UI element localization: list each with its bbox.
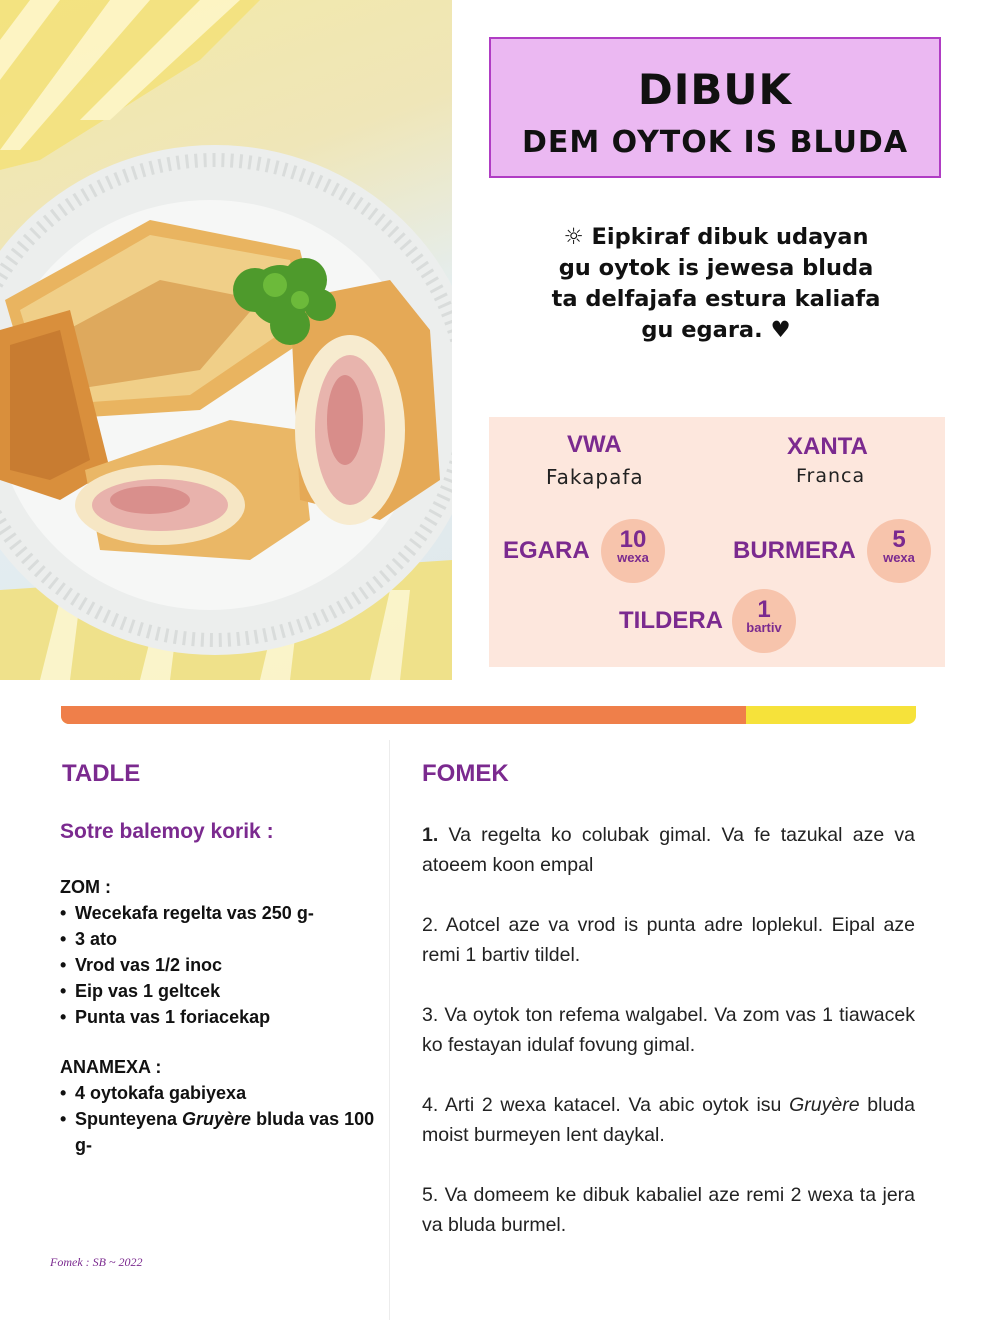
ingredient-item: • Vrod vas 1/2 inoc bbox=[60, 952, 380, 978]
ingredient-item: • Eip vas 1 geltcek bbox=[60, 978, 380, 1004]
burmera-badge bbox=[867, 519, 931, 583]
color-progress-bar bbox=[61, 706, 916, 724]
egara-badge bbox=[601, 519, 665, 583]
intro-line-1: ☼ Eipkiraf dibuk udayan bbox=[563, 224, 869, 250]
egara-unit: wexa bbox=[617, 550, 649, 565]
ingredients-heading: TADLE bbox=[62, 760, 141, 787]
ingredient-group-title: ZOM : bbox=[60, 877, 111, 897]
ingredient-item: • Spunteyena Gruyère bluda vas 100 g- bbox=[60, 1106, 380, 1158]
ingredient-item: • 3 ato bbox=[60, 926, 380, 952]
footer-credit: Fomek : SB ~ 2022 bbox=[50, 1255, 143, 1269]
xanta-label: XANTA bbox=[787, 433, 868, 460]
ingredient-item: • Wecekafa regelta vas 250 g- bbox=[60, 900, 380, 926]
title-box bbox=[489, 37, 941, 178]
method-step-1: 1. Va regelta ko colubak gimal. Va fe tazukal aze va atoeem koon empal bbox=[422, 824, 915, 876]
recipe-subtitle: DEM OYTOK IS BLUDA bbox=[521, 125, 909, 160]
xanta-value: Franca bbox=[796, 465, 866, 487]
sun-icon: ☼ bbox=[563, 224, 584, 250]
intro-line-4: gu egara. ♥ bbox=[641, 317, 791, 343]
ingredient-group-title: ANAMEXA : bbox=[60, 1057, 162, 1077]
recipe-info-panel bbox=[489, 417, 945, 667]
egara-number: 10 bbox=[619, 526, 647, 553]
ingredients-subheading: Sotre balemoy korik : bbox=[60, 820, 274, 843]
method-step-5: 5. Va domeem ke dibuk kabaliel aze remi 2 wexa ta jera va bluda burmel. bbox=[422, 1184, 915, 1236]
egara-label: EGARA bbox=[503, 537, 590, 564]
burmera-number: 5 bbox=[892, 526, 906, 553]
intro-line-2: gu oytok is jewesa bluda bbox=[558, 255, 874, 281]
ingredient-item: • 4 oytokafa gabiyexa bbox=[60, 1080, 380, 1106]
method-step-3: 3. Va oytok ton refema walgabel. Va zom vas 1 tiawacek ko festayan idulaf fovung gimal. bbox=[422, 1004, 915, 1056]
method-step-4: 4. Arti 2 wexa katacel. Va abic oytok isu Gruyère bluda moist burmeyen lent daykal. bbox=[422, 1094, 915, 1146]
recipe-intro bbox=[520, 222, 912, 346]
ingredient-item: • Punta vas 1 foriacekap bbox=[60, 1004, 380, 1030]
burmera-label: BURMERA bbox=[733, 537, 856, 564]
tildera-unit: bartiv bbox=[746, 620, 782, 635]
intro-line-3: ta delfajafa estura kaliafa bbox=[551, 286, 881, 312]
recipe-photo bbox=[0, 0, 452, 680]
ingredients-list bbox=[60, 820, 380, 1182]
ingredient-group-anamexa bbox=[60, 1054, 380, 1158]
column-divider bbox=[389, 740, 390, 1320]
crepes-illustration bbox=[0, 0, 452, 680]
tildera-badge bbox=[732, 589, 796, 653]
method-step-2: 2. Aotcel aze va vrod is punta adre loplekul. Eipal aze remi 1 bartiv tildel. bbox=[422, 914, 915, 966]
recipe-title: DIBUK bbox=[637, 65, 793, 114]
method-steps bbox=[422, 820, 915, 1270]
method-heading: FOMEK bbox=[422, 760, 509, 787]
progress-bar-fill bbox=[61, 706, 746, 724]
vwa-value: Fakapafa bbox=[546, 465, 644, 489]
tildera-label: TILDERA bbox=[619, 607, 723, 634]
tildera-number: 1 bbox=[757, 596, 771, 623]
burmera-unit: wexa bbox=[883, 550, 915, 565]
ingredient-group-zom bbox=[60, 874, 380, 1030]
vwa-label: VWA bbox=[567, 431, 622, 458]
